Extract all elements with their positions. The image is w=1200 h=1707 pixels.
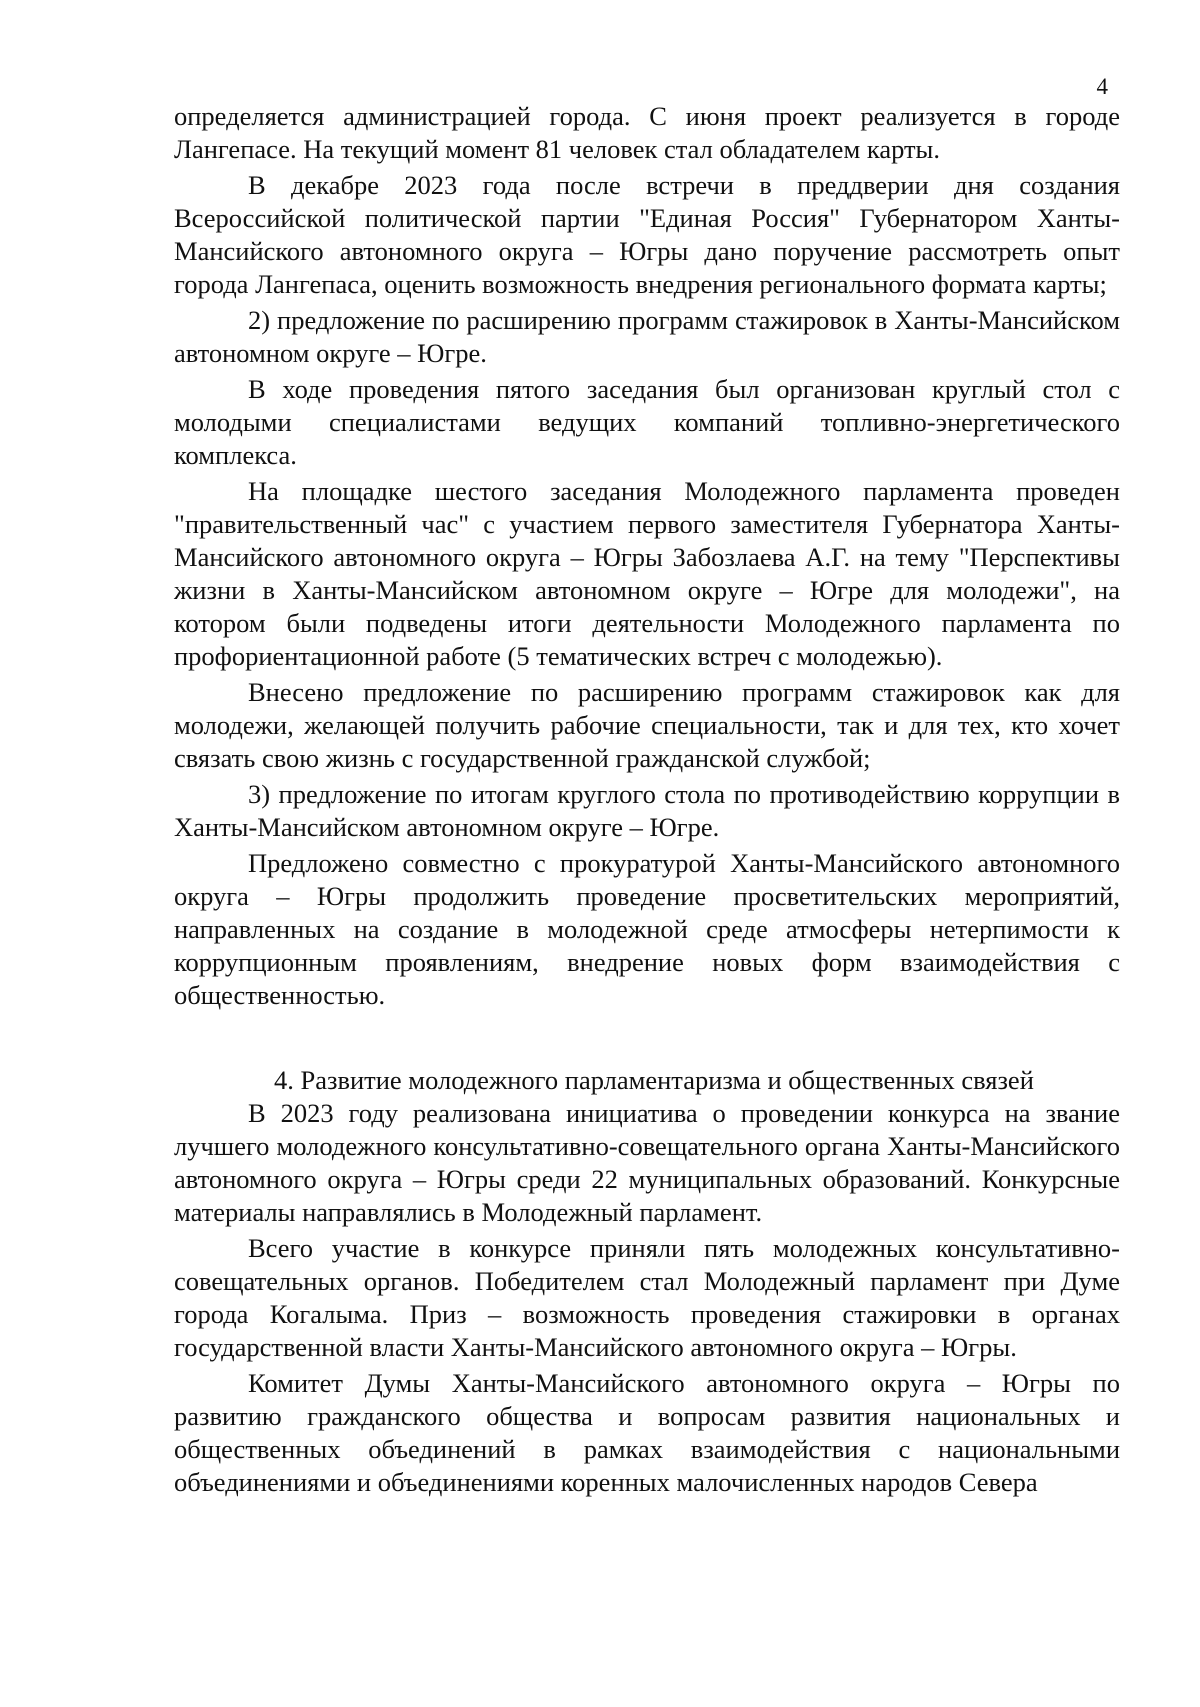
paragraph: Всего участие в конкурсе приняли пять молодежных консультативно-совещательных органов. Победителем стал Молодежный парламент при Думе города Когалыма. Приз – возможность проведения стажировки в органах государственной власти Ханты-Мансийского автономного округа – Югры. (174, 1233, 1120, 1362)
paragraph: 3) предложение по итогам круглого стола по противодействию коррупции в Ханты-Мансийском автономном округе – Югре. (174, 779, 1120, 842)
paragraph: 2) предложение по расширению программ стажировок в Ханты-Мансийском автономном округе – Югре. (174, 305, 1120, 368)
section-heading: 4. Развитие молодежного парламентаризма и общественных связей (274, 1065, 1034, 1095)
paragraph: На площадке шестого заседания Молодежного парламента проведен "правительственный час" с участием первого заместителя Губернатора Ханты-Мансийского автономного округа – Югры Забозлаева А.Г. на тему "Перспективы жизни в Ханты-Мансийском автономном округе – Югре для молодежи", на котором были подведены итоги деятельности Молодежного парламента по профориентационной работе (5 тематических встреч с молодежью). (174, 476, 1120, 671)
paragraph: В декабре 2023 года после встречи в преддверии дня создания Всероссийской политической партии "Единая Россия" Губернатором Ханты-Мансийского автономного округа – Югры дано поручение рассмотреть опыт города Лангепаса, оценить возможность внедрения регионального формата карты; (174, 170, 1120, 299)
paragraph: Комитет Думы Ханты-Мансийского автономного округа – Югры по развитию гражданского общества и вопросам развития национальных и общественных объединений в рамках взаимодействия с национальными объединениями и объединениями коренных малочисленных народов Севера (174, 1368, 1120, 1497)
page-number: 4 (1096, 74, 1108, 99)
paragraph: Предложено совместно с прокуратурой Ханты-Мансийского автономного округа – Югры продолжить проведение просветительских мероприятий, направленных на создание в молодежной среде атмосферы нетерпимости к коррупционным проявлениям, внедрение новых форм взаимодействия с общественностью. (174, 848, 1120, 1010)
paragraph: Внесено предложение по расширению программ стажировок как для молодежи, желающей получить рабочие специальности, так и для тех, кто хочет связать свою жизнь с государственной гражданской службой; (174, 677, 1120, 773)
paragraph: В ходе проведения пятого заседания был организован круглый стол с молодыми специалистами ведущих компаний топливно-энергетического комплекса. (174, 374, 1120, 470)
paragraph: В 2023 году реализована инициатива о проведении конкурса на звание лучшего молодежного консультативно-совещательного органа Ханты-Мансийского автономного округа – Югры среди 22 муниципальных образований. Конкурсные материалы направлялись в Молодежный парламент. (174, 1098, 1120, 1227)
paragraph-continuation: определяется администрацией города. С июня проект реализуется в городе Лангепасе. На текущий момент 81 человек стал обладателем карты. (174, 101, 1120, 164)
document-body (174, 100, 1120, 1499)
